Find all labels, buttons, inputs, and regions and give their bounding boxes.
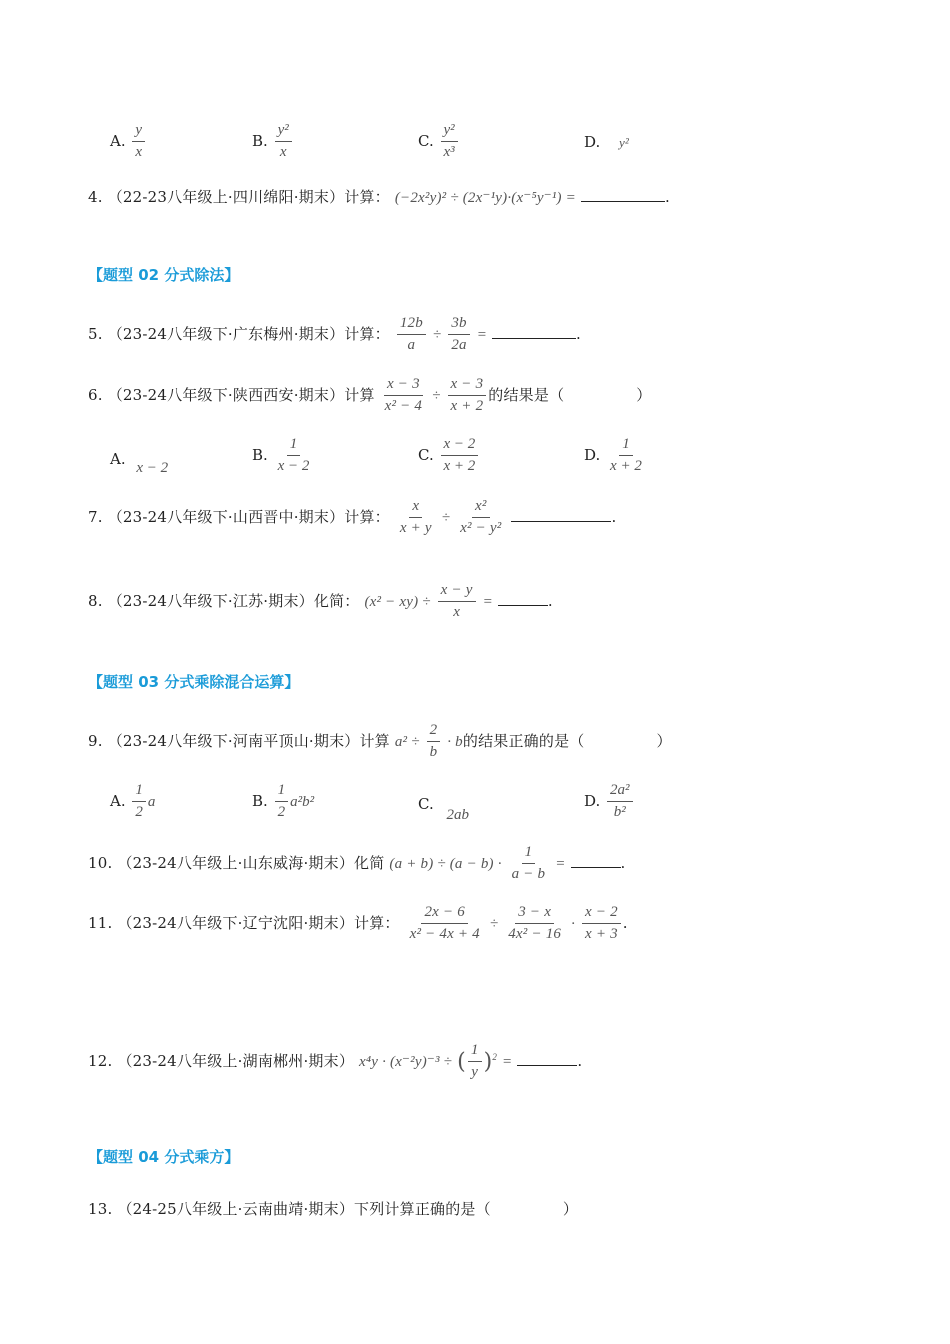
q8-answer-blank[interactable] (498, 604, 548, 606)
question-7: 7. （23-24八年级下·山西晋中·期末）计算： $\frac{x}{x + y}$ ÷ $\frac{\text{x²}}{\text{x² − y²}}$ . (88, 498, 617, 537)
q12-answer-blank[interactable] (517, 1064, 577, 1066)
q6-option-d: D. $\frac{1}{x + 2}$ (584, 436, 647, 476)
q3-option-a: A. $\frac{y}{x}$ (110, 122, 147, 162)
q10-answer-blank[interactable] (571, 866, 621, 868)
question-4: 4. （22-23八年级上·四川绵阳·期末）计算： (−2x²y)² ÷ (2x⁻¹y)·(x⁻⁵y⁻¹) = . (88, 188, 670, 206)
q9-option-c: C. 2ab (418, 795, 469, 823)
q9-option-d-fraction: $\frac{\text{2a²}}{\text{b²}}$ (607, 782, 633, 822)
q3-option-c: C. $\frac{\text{y²}}{\text{x³}}$ (418, 122, 460, 162)
q6-option-b: B. $\frac{1}{x - 2}$ (252, 436, 314, 476)
q8-fraction: $\frac{x - y}{x}$ (438, 582, 476, 622)
q3-option-a-fraction: $\frac{y}{x}$ (132, 122, 145, 162)
q11-fraction-1: $\frac{2x - 6}{\text{x² − 4x + 4}}$ (409, 904, 480, 943)
question-12: 12. （23-24八年级上·湖南郴州·期末） x⁴y · (x⁻²y)⁻³ ÷ ( $\frac{1}{y}$ )$^2$ = . (88, 1042, 583, 1081)
q12-fraction: $\frac{1}{y}$ (468, 1042, 482, 1082)
q9-option-d: D. $\frac{\text{2a²}}{\text{b²}}$ (584, 782, 635, 822)
q6-option-b-fraction: $\frac{1}{x - 2}$ (277, 436, 310, 475)
q3-option-b: B. $\frac{\text{y²}}{x}$ (252, 122, 294, 162)
q3-option-c-fraction: $\frac{\text{y²}}{\text{x³}}$ (441, 122, 458, 162)
q7-answer-blank[interactable] (511, 520, 611, 522)
q6-option-d-fraction: $\frac{1}{x + 2}$ (610, 436, 642, 475)
q9-option-b-fraction: $\frac{1}{2}$ (275, 782, 289, 822)
q6-option-c: C. $\frac{x - 2}{x + 2}$ (418, 436, 480, 476)
q6-fraction-1: $\frac{x - 3}{\text{x² − 4}}$ (384, 376, 423, 415)
section-heading-03: 【题型 03 分式乘除混合运算】 (88, 673, 300, 691)
question-5: 5. （23-24八年级下·广东梅州·期末）计算： $\frac{12b}{a}$ ÷ $\frac{3b}{2a}$ = . (88, 315, 581, 354)
question-8: 8. （23-24八年级下·江苏·期末）化简： (x² − xy) ÷ $\frac{x - y}{x}$ = . (88, 582, 553, 621)
q6-fraction-2: $\frac{x - 3}{x + 2}$ (448, 376, 487, 416)
question-10: 10. （23-24八年级上·山东威海·期末）化简 (a + b) ÷ (a − b) · $\frac{1}{a - b}$ = . (88, 844, 626, 883)
q5-answer-blank[interactable] (492, 337, 576, 339)
q9-option-a: A. $\frac{1}{2}$ a (110, 782, 156, 821)
q11-fraction-3: $\frac{x - 2}{x + 3}$ (582, 904, 621, 944)
section-heading-02: 【题型 02 分式除法】 (88, 266, 240, 284)
q11-fraction-2: $\frac{3 - x}{\text{4x² − 16}}$ (508, 904, 562, 943)
q9-option-a-fraction: $\frac{1}{2}$ (132, 782, 146, 822)
q9-option-b: B. $\frac{1}{2}$ a²b² (252, 782, 315, 821)
q7-fraction-1: $\frac{x}{x + y}$ (399, 498, 432, 537)
q6-option-a: A. x − 2 (110, 450, 169, 476)
question-11: 11. （23-24八年级下·辽宁沈阳·期末）计算： $\frac{2x - 6}{\text{x² − 4x + 4}}$ ÷ $\frac{3 - x}{\text{4x² − 16}}$ · $\frac{x - 2}{x + 3}$ . (88, 904, 628, 943)
q3-option-b-fraction: $\frac{\text{y²}}{x}$ (275, 122, 292, 162)
q4-expression: (−2x²y)² ÷ (2x⁻¹y)·(x⁻⁵y⁻¹) = (394, 190, 576, 206)
q4-answer-blank[interactable] (581, 200, 665, 202)
question-9: 9. （23-24八年级下·河南平顶山·期末）计算 a² ÷ $\frac{2}{b}$ · b的结果正确的是（ ） (88, 722, 672, 761)
section-heading-04: 【题型 04 分式乘方】 (88, 1148, 240, 1166)
q5-fraction-2: $\frac{3b}{2a}$ (448, 315, 469, 355)
q5-fraction-1: $\frac{12b}{a}$ (397, 315, 426, 355)
q7-fraction-2: $\frac{\text{x²}}{\text{x² − y²}}$ (460, 498, 502, 537)
q9-fraction: $\frac{2}{b}$ (427, 722, 441, 762)
q10-fraction: $\frac{1}{a - b}$ (511, 844, 546, 883)
question-13: 13. （24-25八年级上·云南曲靖·期末）下列计算正确的是（ ） (88, 1200, 579, 1218)
question-6: 6. （23-24八年级下·陕西西安·期末）计算 $\frac{x - 3}{\text{x² − 4}}$ ÷ $\frac{x - 3}{x + 2}$ 的结果是（ ） (88, 376, 652, 415)
q3-option-d: D. y² (584, 133, 629, 151)
q6-option-c-fraction: $\frac{x - 2}{x + 2}$ (441, 436, 479, 476)
